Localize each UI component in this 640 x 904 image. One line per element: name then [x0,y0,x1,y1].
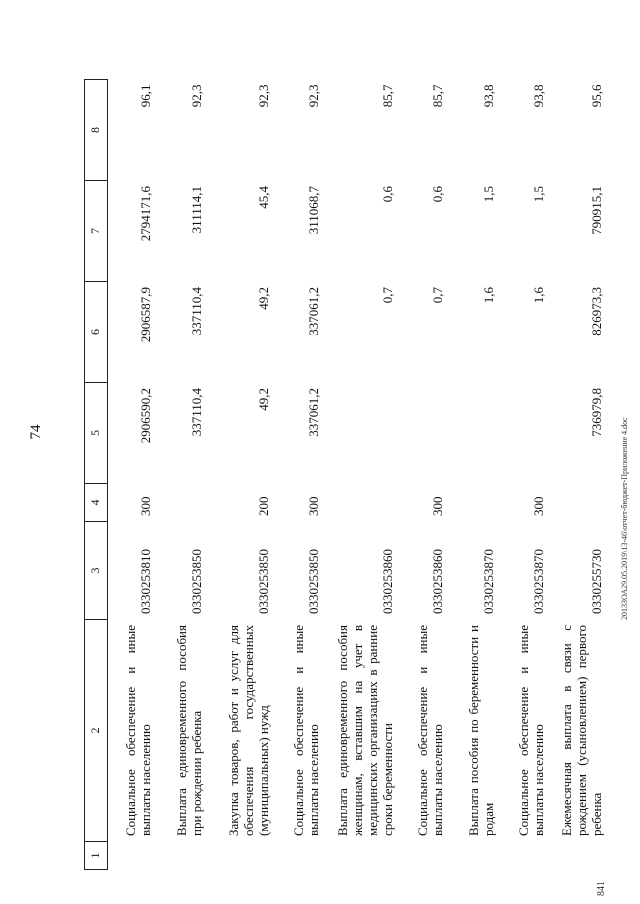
row-expense-kind: 300 [138,496,154,516]
row-value-col7: 1,5 [531,186,547,203]
row-col-1 [551,842,609,870]
row-col-1 [158,842,209,870]
row-value-col6: 826973,3 [589,287,605,336]
row-col-1 [450,842,501,870]
row-expense-kind [158,484,209,522]
row-name: Социальное обеспечение и иные выплаты населению [516,625,547,836]
table-row [400,80,451,870]
row-name: Закупка товаров, работ и услуг для обеспечения государственных (муниципальных) нужд [226,625,271,836]
row-value-col6: 0,7 [430,287,446,304]
budget-execution-table [84,79,609,870]
table-row [276,80,327,870]
row-value-col5: 337061,2 [306,388,322,437]
row-expense-kind: 300 [306,496,322,516]
row-value-col5: 736979,8 [589,388,605,437]
row-value-col7: 311068,7 [306,186,322,235]
rotated-table-container [84,80,609,870]
row-col-1 [108,842,159,870]
row-value-col5: 49,2 [255,388,271,411]
row-value-col8: 96,1 [138,84,154,108]
row-value-col5 [400,383,451,484]
header-col-7: 7 [85,181,108,282]
header-col-4: 4 [85,484,108,522]
row-value-col5 [450,383,501,484]
row-expense-kind [326,484,399,522]
row-value-col5 [326,383,399,484]
row-value-col8: 92,3 [306,84,322,108]
row-value-col7: 0,6 [379,186,395,203]
row-value-col6: 0,7 [379,287,395,304]
row-col-1 [209,842,276,870]
row-value-col7: 0,6 [430,186,446,203]
row-name: Выплата пособия по беременности и родам [465,625,496,836]
row-value-col6: 1,6 [531,287,547,304]
file-path-note: 2013ЗОА29.05.2019\13-46\отчет-бюджет-Приложение 4.doc [620,417,629,620]
header-col-2: 2 [85,620,108,842]
table-header-row [85,80,108,870]
corner-mark: 841 [596,881,607,896]
header-col-6: 6 [85,282,108,383]
row-value-col8: 85,7 [430,84,446,108]
row-expense-kind: 300 [531,496,547,516]
row-value-col8: 93,8 [531,84,547,108]
row-code: 0330253850 [255,549,271,614]
row-col-1 [501,842,552,870]
row-value-col7: 790915,1 [589,186,605,235]
header-col-5: 5 [85,383,108,484]
table-row [158,80,209,870]
row-value-col5: 2906590,2 [138,388,154,444]
row-value-col6: 337110,4 [188,287,204,336]
row-name: Социальное обеспечение и иные выплаты населению [415,625,446,836]
row-code: 0330253860 [430,549,446,614]
row-expense-kind: 300 [430,496,446,516]
row-name: Выплата единовременного пособия женщинам, вставшим на учет в медицинских организациях в ранние сроки беременности [334,625,395,836]
row-code: 0330255730 [589,549,605,614]
header-col-8: 8 [85,80,108,181]
row-col-1 [326,842,399,870]
table-row [551,80,609,870]
row-code: 0330253860 [379,549,395,614]
table-row [108,80,159,870]
row-value-col8: 93,8 [480,84,496,108]
page-number: 74 [28,424,44,440]
header-col-1: 1 [85,842,108,870]
row-value-col8: 95,6 [589,84,605,108]
row-code: 0330253810 [138,549,154,614]
row-value-col8: 92,3 [255,84,271,108]
row-code: 0330253850 [306,549,322,614]
row-value-col6: 49,2 [255,287,271,310]
header-col-3: 3 [85,522,108,620]
row-expense-kind [450,484,501,522]
row-expense-kind [551,484,609,522]
row-name: Социальное обеспечение и иные выплаты населению [123,625,154,836]
row-value-col8: 85,7 [379,84,395,108]
row-name: Выплата единовременного пособия при рождении ребенка [173,625,204,836]
row-col-1 [276,842,327,870]
row-value-col6: 2906587,9 [138,287,154,343]
row-code: 0330253870 [480,549,496,614]
row-value-col5 [501,383,552,484]
row-value-col7: 45,4 [255,186,271,209]
row-value-col7: 311114,1 [188,186,204,234]
row-value-col6: 337061,2 [306,287,322,336]
table-row [326,80,399,870]
row-code: 0330253870 [531,549,547,614]
row-name: Ежемесячная выплата в связи с рождением (усыновлением) первого ребенка [559,625,605,836]
row-expense-kind: 200 [255,496,271,516]
row-value-col7: 2794171,6 [138,186,154,242]
table-row [209,80,276,870]
row-value-col6: 1,6 [480,287,496,304]
row-value-col8: 92,3 [188,84,204,108]
row-value-col5: 337110,4 [188,388,204,437]
row-value-col7: 1,5 [480,186,496,203]
table-row [450,80,501,870]
row-code: 0330253850 [188,549,204,614]
row-name: Социальное обеспечение и иные выплаты населению [291,625,322,836]
row-col-1 [400,842,451,870]
table-row [501,80,552,870]
